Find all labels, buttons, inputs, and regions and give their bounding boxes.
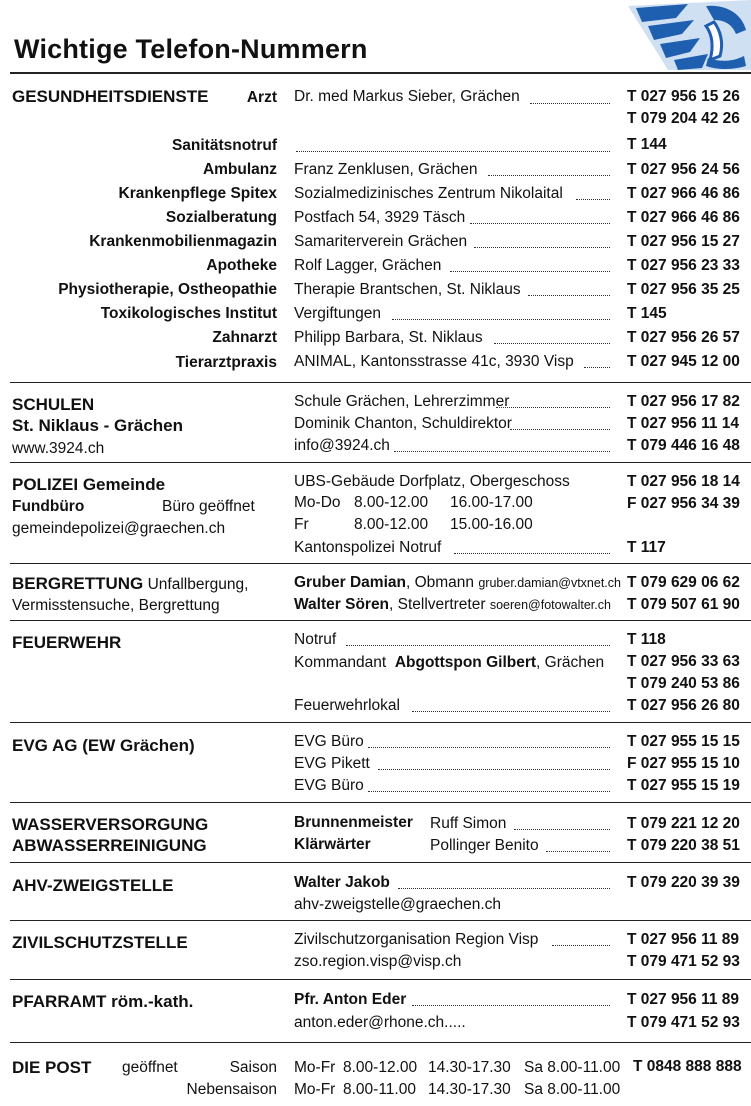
leader-dots	[552, 944, 610, 946]
fire-emergency-label: Notruf	[294, 631, 337, 648]
ahv-heading: AHV-ZWEIGSTELLE	[12, 876, 174, 895]
phone-number: T 117	[627, 539, 666, 556]
health-name: Sozialmedizinisches Zentrum Nikolaital	[294, 185, 563, 202]
phone-number: T 027 956 35 25	[627, 281, 740, 298]
phone-number: T 079 221 12 20	[627, 815, 740, 832]
evg-contact: EVG Büro	[294, 733, 364, 750]
hours-afternoon: 14.30-17.30	[428, 1059, 511, 1076]
health-name: Dr. med Markus Sieber, Grächen	[294, 88, 520, 105]
hours-days: Mo-Do	[294, 494, 341, 511]
cantonal-police-label: Kantonspolizei Notruf	[294, 539, 442, 556]
rescue-person-name: Walter Sören	[294, 596, 390, 613]
leader-dots	[368, 790, 610, 792]
section-divider	[10, 563, 751, 564]
phone-number: T 027 945 12 00	[627, 353, 740, 370]
phone-number: T 027 956 26 80	[627, 697, 740, 714]
rescue-sub: Unfallbergung,	[147, 576, 249, 593]
school-contact: Schule Grächen, Lehrerzimmer	[294, 393, 510, 410]
leader-dots	[474, 246, 610, 248]
section-divider	[10, 920, 751, 921]
hours-morning: 8.00-12.00	[343, 1059, 418, 1076]
water-role: Brunnenmeister	[294, 814, 413, 831]
wastewater-heading: ABWASSERREINIGUNG	[12, 836, 207, 855]
hours-afternoon: 16.00-17.00	[450, 494, 533, 511]
health-label: Sanitätsnotruf	[171, 137, 277, 154]
commander-place: , Grächen	[536, 654, 605, 671]
post-season-label: Saison	[229, 1059, 277, 1076]
fire-station-label: Feuerwehrlokal	[294, 697, 400, 714]
section-divider	[10, 862, 751, 863]
phone-number: T 0848 888 888	[633, 1058, 742, 1075]
health-name: Philipp Barbara, St. Niklaus	[294, 329, 483, 346]
health-label: Zahnarzt	[212, 329, 277, 346]
leader-dots	[494, 342, 610, 344]
phone-number: T 027 956 11 14	[627, 415, 740, 432]
police-address: UBS-Gebäude Dorfplatz, Obergeschoss	[294, 473, 570, 490]
water-person: Ruff Simon	[430, 815, 507, 832]
fax-number: F 027 955 15 10	[627, 755, 740, 772]
phone-number: T 027 956 15 27	[627, 233, 740, 250]
leader-dots	[450, 270, 610, 272]
phone-number: T 027 956 17 82	[627, 393, 740, 410]
leader-dots	[398, 887, 610, 889]
section-divider	[10, 1042, 751, 1043]
schools-heading: SCHULEN	[12, 395, 95, 414]
ahv-contact: Walter Jakob	[294, 874, 390, 891]
leader-dots	[346, 644, 610, 646]
hours-days: Fr	[294, 516, 309, 533]
health-label: Apotheke	[206, 257, 277, 274]
parish-heading: PFARRAMT röm.-kath.	[12, 992, 194, 1011]
phone-number: T 145	[627, 305, 667, 322]
hours-afternoon: 15.00-16.00	[450, 516, 533, 533]
leader-dots	[392, 318, 610, 320]
leader-dots	[296, 150, 610, 152]
leader-dots	[546, 850, 610, 852]
phone-number: T 079 220 38 51	[627, 837, 740, 854]
health-name: Rolf Lagger, Grächen	[294, 257, 442, 274]
hours-morning: 8.00-11.00	[343, 1081, 416, 1098]
health-name: Postfach 54, 3929 Täsch	[294, 209, 466, 226]
schools-subheading: St. Niklaus - Grächen	[12, 416, 183, 435]
water-role: Klärwärter	[294, 836, 371, 853]
leader-dots	[576, 198, 610, 200]
phone-number: T 079 240 53 86	[627, 675, 740, 692]
rescue-contact-2	[294, 596, 611, 614]
civil-contact: Zivilschutzorganisation Region Visp	[294, 931, 539, 948]
leader-dots	[528, 294, 610, 296]
phone-number: T 027 956 18 14	[627, 473, 740, 490]
section-divider	[10, 620, 751, 621]
hours-days: Mo-Fr	[294, 1059, 336, 1076]
leader-dots	[378, 768, 610, 770]
leader-dots	[584, 366, 610, 368]
post-offseason-label: Nebensaison	[186, 1081, 277, 1098]
leader-dots	[510, 428, 610, 430]
phone-number: T 027 955 15 15	[627, 733, 740, 750]
rescue-person-role: , Obmann	[405, 574, 475, 591]
phone-number: T 118	[627, 631, 666, 648]
health-name: ANIMAL, Kantonsstrasse 41c, 3930 Visp	[294, 353, 574, 370]
hours-afternoon: 14.30-17.30	[428, 1081, 511, 1098]
hours-saturday: Sa 8.00-11.00	[524, 1081, 621, 1098]
phone-number: T 027 956 11 89	[627, 991, 740, 1008]
leader-dots	[530, 102, 610, 104]
leader-dots	[412, 710, 610, 712]
section-divider	[10, 979, 751, 980]
rescue-person-name: Gruber Damian	[294, 574, 406, 591]
phone-number: T 027 956 33 63	[627, 653, 740, 670]
police-email[interactable]: gemeindepolizei@graechen.ch	[12, 520, 226, 537]
parish-contact: Pfr. Anton Eder	[294, 991, 407, 1008]
rescue-heading-line	[12, 575, 248, 594]
page-title: Wichtige Telefon-Nummern	[14, 34, 368, 64]
health-label: Arzt	[246, 89, 277, 106]
post-open-label: geöffnet	[122, 1059, 178, 1076]
health-label: Toxikologisches Institut	[100, 305, 277, 322]
fax-number: F 027 956 34 39	[627, 495, 740, 512]
civil-email[interactable]: zso.region.visp@visp.ch	[294, 953, 462, 970]
health-label: Physiotherapie, Ostheopathie	[58, 281, 277, 298]
health-name: Samariterverein Grächen	[294, 233, 468, 250]
section-divider	[10, 802, 751, 803]
school-contact: Dominik Chanton, Schuldirektor	[294, 415, 512, 432]
evg-heading: EVG AG (EW Grächen)	[12, 736, 195, 755]
phone-number: T 079 204 42 26	[627, 110, 740, 127]
section-divider	[10, 382, 751, 383]
commander-name: Abgottspon Gilbert	[394, 654, 537, 671]
parish-email[interactable]: anton.eder@rhone.ch.....	[294, 1014, 466, 1031]
phone-number: T 079 471 52 93	[627, 953, 740, 970]
evg-contact: EVG Büro	[294, 777, 364, 794]
phone-number: T 079 446 16 48	[627, 437, 740, 454]
rescue-contact-1	[294, 574, 621, 592]
hours-days: Mo-Fr	[294, 1081, 336, 1098]
hours-morning: 8.00-12.00	[354, 516, 429, 533]
telephone-logo-icon	[628, 0, 751, 70]
phone-number: T 027 956 11 89	[627, 931, 740, 948]
post-heading: DIE POST	[12, 1058, 92, 1077]
school-email[interactable]: info@3924.ch	[294, 437, 390, 454]
hours-saturday: Sa 8.00-11.00	[524, 1059, 621, 1076]
leader-dots	[470, 222, 610, 224]
phone-number: T 027 956 24 56	[627, 161, 740, 178]
commander-role: Kommandant	[294, 654, 387, 671]
health-label: Sozialberatung	[165, 209, 277, 226]
fire-heading: FEUERWEHR	[12, 633, 122, 652]
health-name: Vergiftungen	[294, 305, 382, 322]
phone-number: T 027 956 23 33	[627, 257, 740, 274]
phone-number: T 027 956 26 57	[627, 329, 740, 346]
leader-dots	[368, 746, 610, 748]
leader-dots	[514, 828, 610, 830]
health-label: Ambulanz	[202, 161, 277, 178]
section-divider	[10, 722, 751, 723]
phone-number: T 144	[627, 136, 667, 153]
phone-number: T 079 629 06 62	[627, 574, 740, 591]
rescue-person-email[interactable]: gruber.damian@vtxnet.ch	[478, 576, 621, 590]
leader-dots	[488, 174, 610, 176]
rescue-person-email[interactable]: soeren@fotowalter.ch	[489, 598, 611, 612]
evg-contact: EVG Pikett	[294, 755, 370, 772]
health-label: Tierarztpraxis	[175, 354, 277, 371]
leader-dots	[394, 450, 610, 452]
schools-website[interactable]: www.3924.ch	[12, 440, 105, 457]
water-heading: WASSERVERSORGUNG	[12, 815, 209, 834]
lost-found-label: Fundbüro	[12, 498, 85, 515]
leader-dots	[496, 406, 610, 408]
section-divider	[10, 462, 751, 463]
civil-heading: ZIVILSCHUTZSTELLE	[12, 933, 188, 952]
leader-dots	[454, 552, 610, 554]
office-open-label: Büro geöffnet	[162, 498, 255, 515]
leader-dots	[412, 1004, 610, 1006]
health-name: Franz Zenklusen, Grächen	[294, 161, 478, 178]
phone-number: T 027 955 15 19	[627, 777, 740, 794]
phone-number: T 027 966 46 86	[627, 209, 740, 226]
health-name: Therapie Brantschen, St. Niklaus	[294, 281, 521, 298]
health-heading: GESUNDHEITSDIENSTE	[12, 87, 209, 106]
phone-number: T 027 956 15 26	[627, 88, 740, 105]
ahv-email[interactable]: ahv-zweigstelle@graechen.ch	[294, 896, 502, 913]
phone-number: T 079 220 39 39	[627, 874, 740, 891]
phone-number: T 079 507 61 90	[627, 596, 740, 613]
phone-number: T 027 966 46 86	[627, 185, 740, 202]
rescue-heading: BERGRETTUNG	[12, 574, 144, 593]
water-person: Pollinger Benito	[430, 837, 539, 854]
police-heading: POLIZEI Gemeinde	[12, 475, 166, 494]
title-rule	[10, 72, 751, 74]
rescue-sub2: Vermisstensuche, Bergrettung	[12, 597, 220, 614]
fire-commander	[294, 654, 604, 672]
hours-morning: 8.00-12.00	[354, 494, 429, 511]
rescue-person-role: , Stellvertreter	[389, 596, 486, 613]
health-label: Krankenmobilienmagazin	[89, 233, 277, 250]
phone-number: T 079 471 52 93	[627, 1014, 740, 1031]
health-label: Krankenpflege Spitex	[118, 185, 277, 202]
